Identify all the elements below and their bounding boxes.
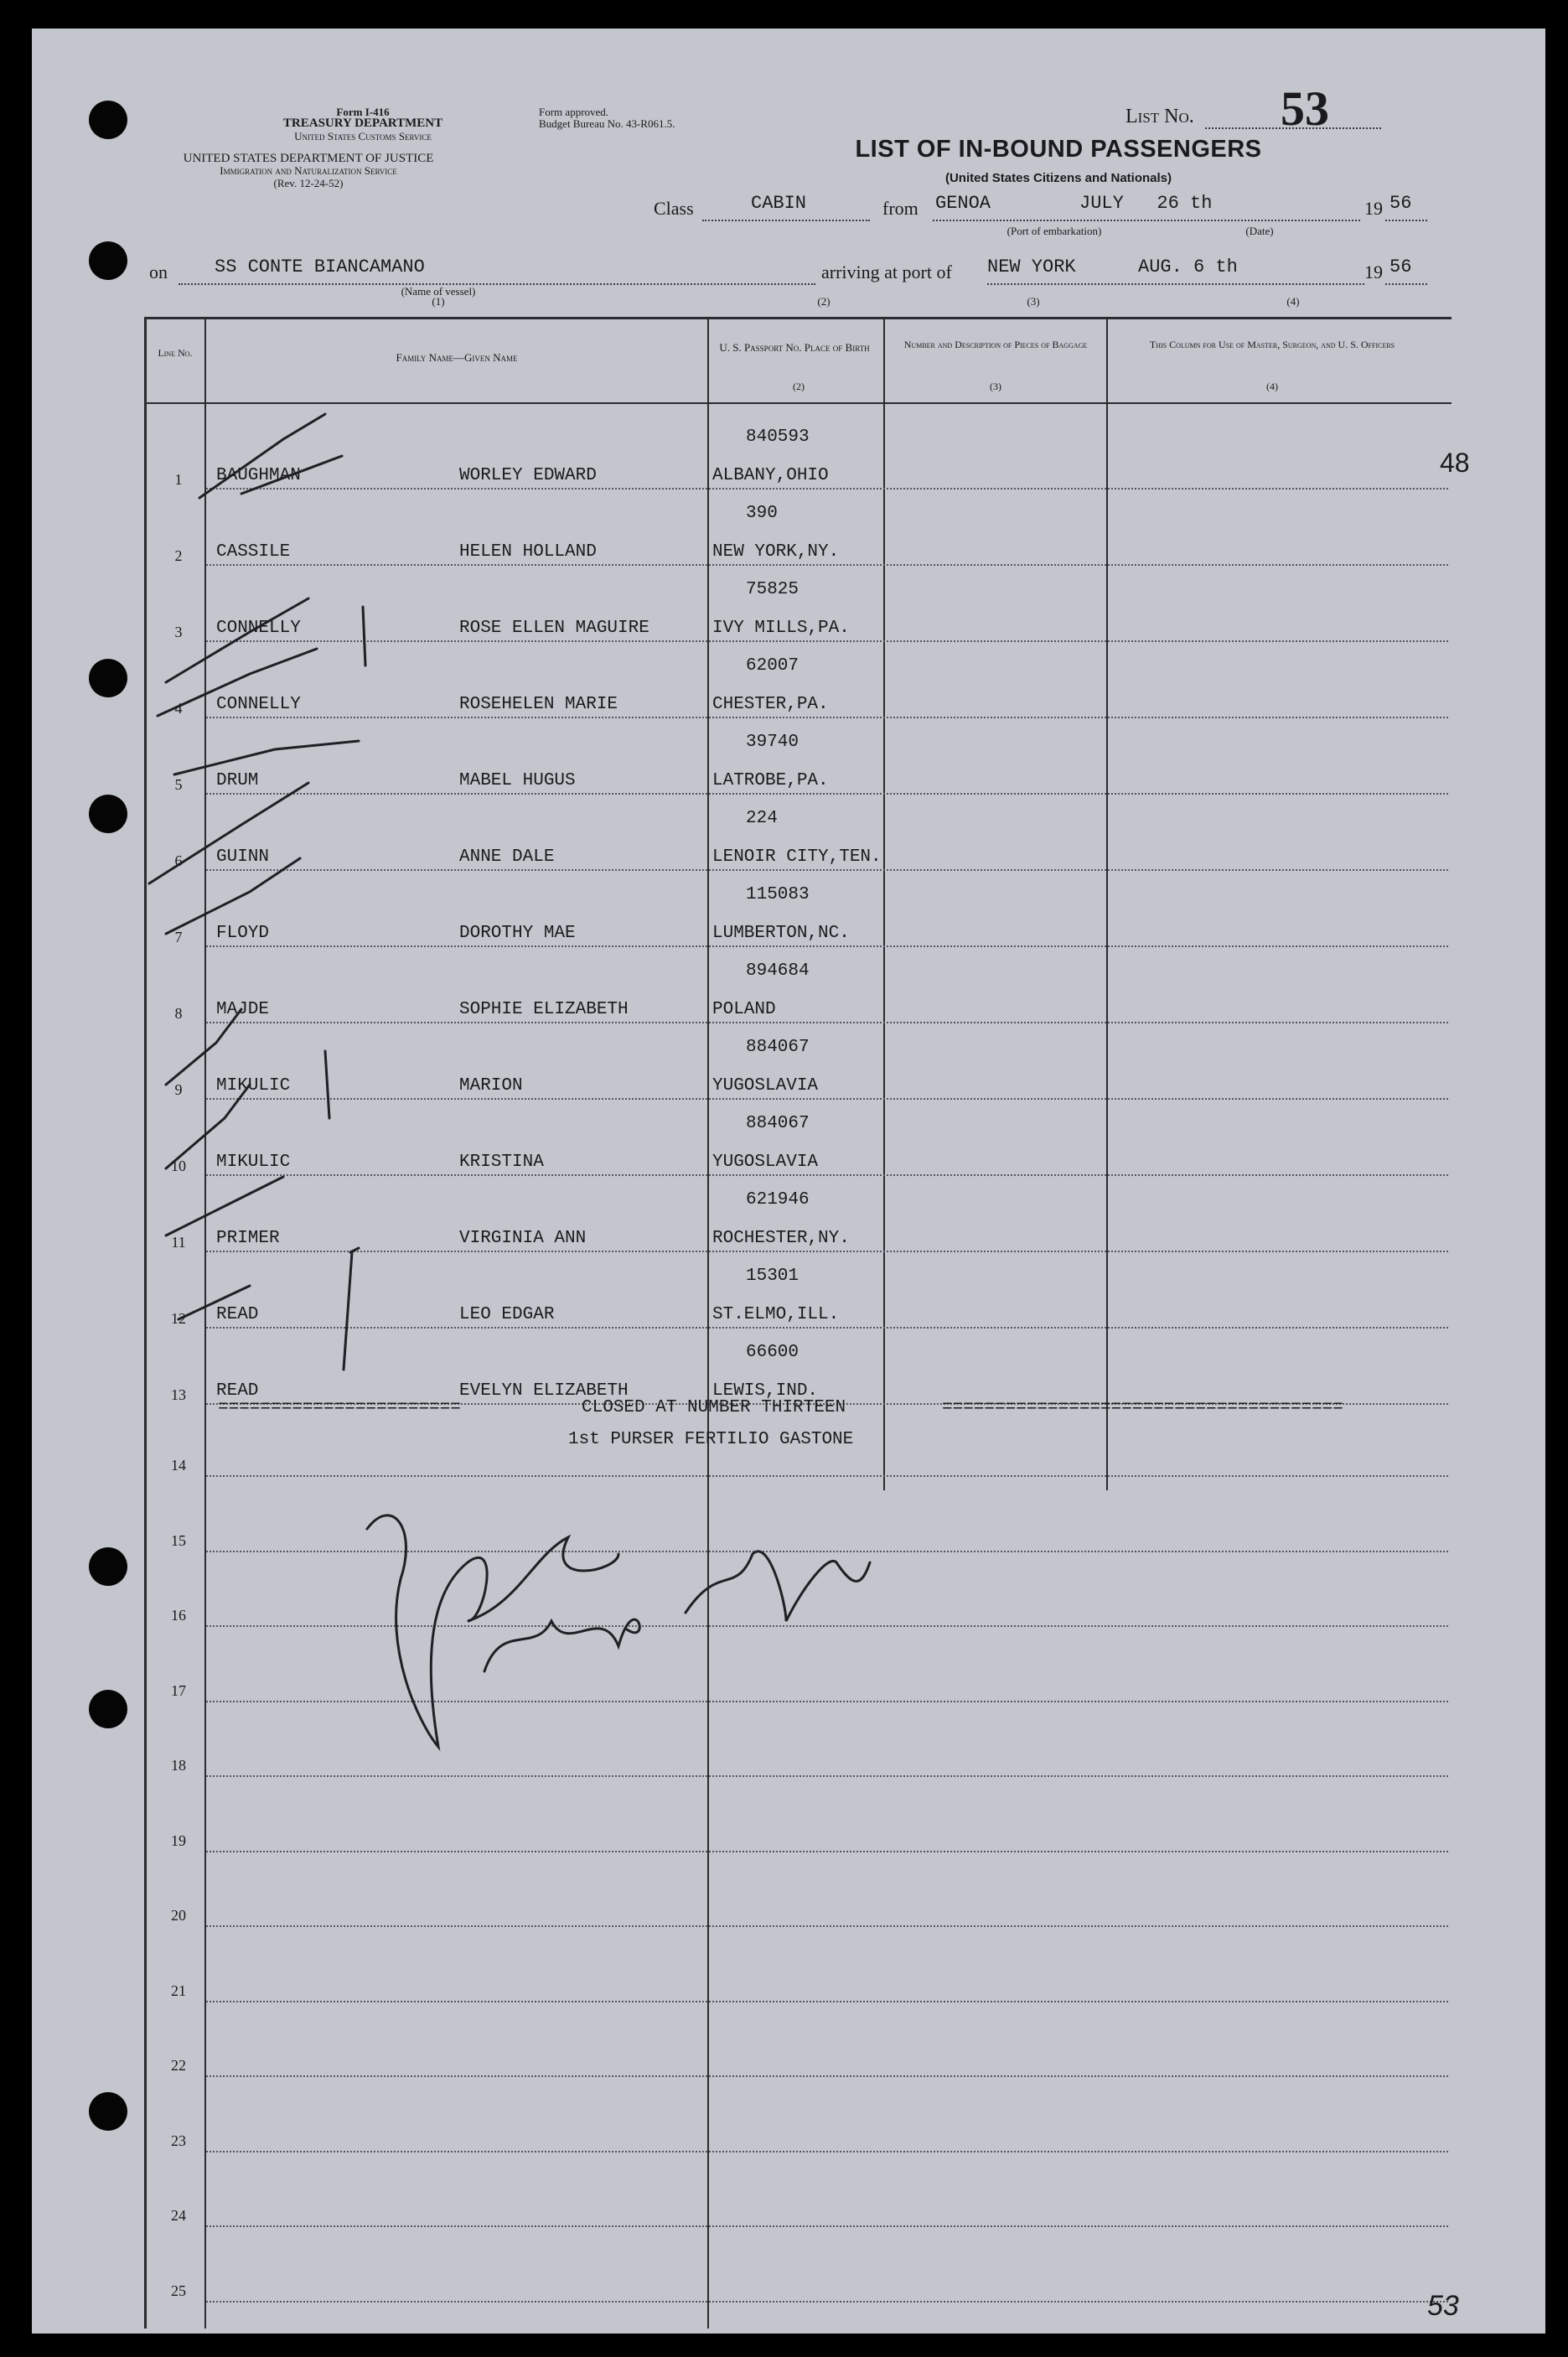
passport-number: 224 bbox=[746, 809, 778, 828]
list-number-label: List No. bbox=[1126, 106, 1194, 127]
line-number: 18 bbox=[171, 1757, 186, 1774]
given-name: MARION bbox=[459, 1076, 523, 1096]
caption-4: (4) bbox=[1286, 295, 1300, 308]
place-of-birth: ALBANY,OHIO bbox=[712, 466, 829, 485]
family-name: PRIMER bbox=[216, 1229, 280, 1248]
given-name: KRISTINA bbox=[459, 1153, 544, 1172]
line-number: 7 bbox=[174, 929, 183, 945]
department-of-justice: UNITED STATES DEPARTMENT OF JUSTICE bbox=[183, 152, 434, 165]
year-prefix: 19 bbox=[1364, 198, 1383, 219]
line-number: 9 bbox=[174, 1081, 183, 1098]
given-name: LEO EDGAR bbox=[459, 1305, 555, 1324]
place-of-birth: YUGOSLAVIA bbox=[712, 1153, 819, 1172]
family-name: READ bbox=[216, 1381, 259, 1401]
purser-text: 1st PURSER FERTILIO GASTONE bbox=[568, 1430, 854, 1449]
family-name: CONNELLY bbox=[216, 695, 301, 714]
budget-bureau-number: Budget Bureau No. 43-R061.5. bbox=[539, 117, 675, 130]
column-header-line-no: Line No. bbox=[158, 347, 193, 359]
column-header-officers: This Column for Use of Master, Surgeon, and U. S. Officers bbox=[1149, 339, 1395, 350]
passport-number: 39740 bbox=[746, 733, 800, 752]
given-name: WORLEY EDWARD bbox=[459, 466, 597, 485]
arrival-date: AUG. 6 th bbox=[1138, 256, 1238, 277]
checkmark bbox=[166, 598, 308, 682]
treasury-department: TREASURY DEPARTMENT bbox=[282, 117, 443, 130]
document-title: LIST OF IN-BOUND PASSENGERS bbox=[855, 136, 1262, 163]
line-number: 23 bbox=[171, 2132, 186, 2149]
revision-date: (Rev. 12-24-52) bbox=[273, 177, 344, 189]
line-number: 5 bbox=[174, 776, 183, 793]
family-name: READ bbox=[216, 1305, 259, 1324]
form-number: Form I-416 bbox=[336, 106, 390, 118]
line-number: 3 bbox=[174, 624, 183, 640]
embarkation-year: 56 bbox=[1389, 193, 1412, 214]
port-caption: (Port of embarkation) bbox=[1007, 225, 1102, 237]
place-of-birth: LATROBE,PA. bbox=[712, 771, 829, 790]
passport-number: 884067 bbox=[746, 1114, 810, 1133]
document-subtitle: (United States Citizens and Nationals) bbox=[944, 171, 1172, 185]
passport-number: 115083 bbox=[746, 885, 810, 904]
year-prefix-2: 19 bbox=[1364, 262, 1383, 282]
given-name: MABEL HUGUS bbox=[459, 771, 576, 790]
passport-number: 75825 bbox=[746, 580, 800, 599]
closed-at-text: CLOSED AT NUMBER THIRTEEN bbox=[582, 1398, 846, 1417]
embarkation-date: JULY 26 th bbox=[1079, 193, 1213, 214]
family-name: CASSILE bbox=[216, 542, 291, 562]
signature-scribble bbox=[484, 1619, 639, 1671]
place-of-birth: YUGOSLAVIA bbox=[712, 1076, 819, 1096]
line-number: 21 bbox=[171, 1981, 186, 1999]
given-name: HELEN HOLLAND bbox=[459, 542, 597, 562]
from-label: from bbox=[882, 198, 919, 219]
passport-number: 894684 bbox=[746, 961, 810, 981]
checkmark bbox=[325, 1051, 329, 1118]
line-number: 16 bbox=[171, 1607, 186, 1624]
column-number-3: (3) bbox=[990, 381, 1001, 392]
corner-annotation: 53 bbox=[1427, 2290, 1459, 2322]
passport-number: 884067 bbox=[746, 1038, 810, 1057]
place-of-birth: LEWIS,IND. bbox=[712, 1381, 819, 1401]
margin-annotation: 48 bbox=[1440, 448, 1470, 478]
line-number: 6 bbox=[174, 852, 183, 869]
line-number: 2 bbox=[174, 547, 183, 564]
immigration-service: Immigration and Naturalization Service bbox=[220, 164, 397, 177]
customs-service: United States Customs Service bbox=[294, 130, 432, 142]
checkmark bbox=[179, 1286, 250, 1319]
initials-scribble bbox=[686, 1551, 870, 1621]
passport-number: 15301 bbox=[746, 1267, 800, 1286]
date-caption: (Date) bbox=[1245, 225, 1274, 237]
family-name: MIKULIC bbox=[216, 1153, 291, 1172]
passport-number: 840593 bbox=[746, 427, 810, 447]
checkmark bbox=[344, 1252, 352, 1370]
given-name: DOROTHY MAE bbox=[459, 924, 576, 943]
passport-number: 390 bbox=[746, 504, 778, 523]
place-of-birth: NEW YORK,NY. bbox=[712, 542, 840, 562]
vessel-caption: (Name of vessel) bbox=[401, 285, 476, 298]
line-number: 1 bbox=[174, 471, 183, 488]
line-number: 11 bbox=[171, 1234, 186, 1251]
line-number: 8 bbox=[174, 1005, 183, 1022]
vessel-name: SS CONTE BIANCAMANO bbox=[215, 256, 425, 277]
line-number: 22 bbox=[171, 2057, 186, 2074]
family-name: DRUM bbox=[216, 771, 259, 790]
family-name: MAJDE bbox=[216, 1000, 270, 1019]
arrival-year: 56 bbox=[1389, 256, 1412, 277]
given-name: ROSE ELLEN MAGUIRE bbox=[459, 619, 649, 638]
handwritten-marks bbox=[32, 28, 1545, 2334]
closing-rule-right: ====================================== bbox=[942, 1398, 1343, 1417]
passport-number: 66600 bbox=[746, 1343, 800, 1362]
column-header-passport: U. S. Passport No. Place of Birth bbox=[719, 341, 870, 354]
given-name: EVELYN ELIZABETH bbox=[459, 1381, 629, 1401]
line-number: 10 bbox=[171, 1158, 186, 1174]
port-of-embarkation: GENOA bbox=[935, 193, 991, 214]
line-number: 24 bbox=[171, 2207, 186, 2224]
place-of-birth: ST.ELMO,ILL. bbox=[712, 1305, 840, 1324]
line-number: 20 bbox=[171, 1907, 186, 1924]
caption-3: (3) bbox=[1027, 295, 1040, 308]
port-of-arrival: NEW YORK bbox=[987, 256, 1076, 277]
checkmark bbox=[166, 1009, 241, 1085]
checkmark bbox=[166, 1085, 250, 1168]
place-of-birth: LUMBERTON,NC. bbox=[712, 924, 850, 943]
checkmark bbox=[350, 1248, 359, 1252]
on-label: on bbox=[149, 262, 168, 282]
line-number: 19 bbox=[171, 1831, 186, 1849]
list-number: 53 bbox=[1281, 81, 1329, 136]
family-name: MIKULIC bbox=[216, 1076, 291, 1096]
family-name: GUINN bbox=[216, 847, 270, 867]
line-number: 14 bbox=[171, 1457, 186, 1474]
checkmark bbox=[241, 456, 342, 494]
passport-number: 621946 bbox=[746, 1190, 810, 1210]
family-name: BAUGHMAN bbox=[216, 466, 301, 485]
place-of-birth: IVY MILLS,PA. bbox=[712, 619, 850, 638]
given-name: ROSEHELEN MARIE bbox=[459, 695, 618, 714]
column-number-4: (4) bbox=[1266, 381, 1278, 392]
place-of-birth: POLAND bbox=[712, 1000, 776, 1019]
column-header-baggage: Number and Description of Pieces of Baggage bbox=[903, 339, 1088, 350]
place-of-birth: ROCHESTER,NY. bbox=[712, 1229, 850, 1248]
place-of-birth: LENOIR CITY,TEN. bbox=[712, 847, 882, 867]
line-number: 15 bbox=[171, 1531, 186, 1549]
caption-2: (2) bbox=[817, 295, 831, 308]
class-value: CABIN bbox=[751, 193, 807, 214]
arriving-label: arriving at port of bbox=[821, 262, 952, 282]
column-number-2: (2) bbox=[793, 381, 805, 392]
manifest-sheet bbox=[32, 28, 1545, 2334]
line-number: 17 bbox=[171, 1681, 186, 1699]
given-name: ANNE DALE bbox=[459, 847, 555, 867]
closing-rule-left: ======================= bbox=[218, 1398, 461, 1417]
line-number: 4 bbox=[174, 700, 183, 717]
passport-number: 62007 bbox=[746, 656, 800, 676]
family-name: FLOYD bbox=[216, 924, 270, 943]
given-name: SOPHIE ELIZABETH bbox=[459, 1000, 629, 1019]
checkmark bbox=[363, 607, 365, 666]
family-name: CONNELLY bbox=[216, 619, 301, 638]
checkmark bbox=[166, 1177, 283, 1235]
line-number: 13 bbox=[171, 1386, 186, 1403]
given-name: VIRGINIA ANN bbox=[459, 1229, 587, 1248]
caption-1: (1) bbox=[432, 295, 445, 308]
class-label: Class bbox=[654, 198, 694, 219]
checkmark bbox=[166, 858, 300, 934]
checkmark bbox=[174, 741, 359, 774]
line-number: 25 bbox=[171, 2282, 186, 2299]
place-of-birth: CHESTER,PA. bbox=[712, 695, 829, 714]
form-approved: Form approved. bbox=[539, 106, 609, 118]
column-header-name: Family Name—Given Name bbox=[396, 351, 518, 364]
line-number: 12 bbox=[171, 1310, 186, 1327]
checkmark bbox=[158, 649, 317, 716]
